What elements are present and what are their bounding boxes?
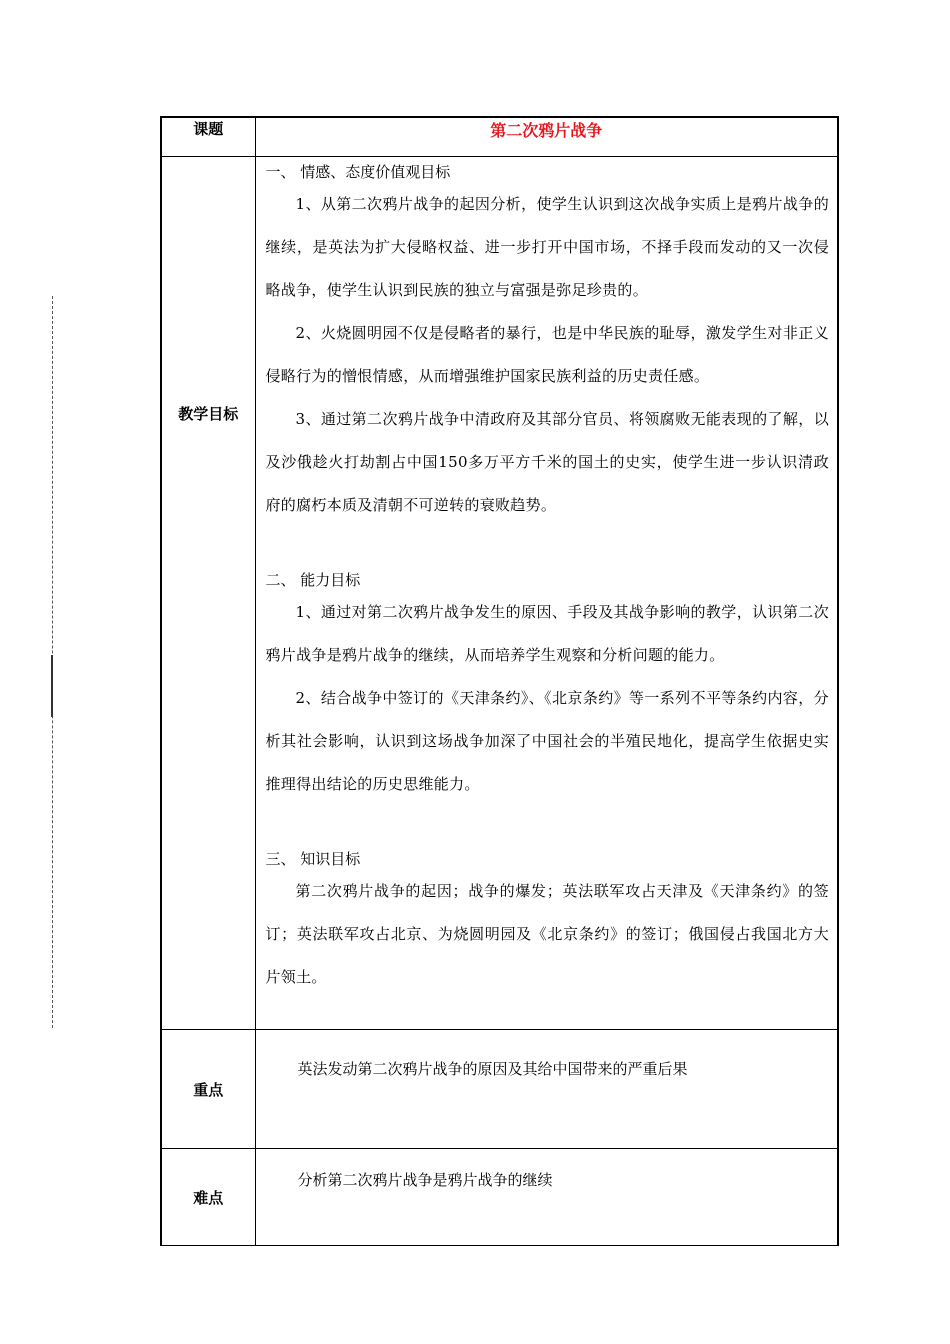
goal-paragraph: 2、火烧圆明园不仅是侵略者的暴行，也是中华民族的耻辱，激发学生对非正义侵略行为的憎恨情感，从而增强维护国家民族利益的历史责任感。: [265, 324, 829, 385]
difficult-point-text: 分析第二次鸦片战争是鸦片战争的继续: [255, 1149, 838, 1246]
difficult-point-row: [161, 1149, 838, 1246]
key-point-row: [161, 1030, 838, 1149]
topic-title: 第二次鸦片战争: [255, 117, 838, 157]
goal-paragraph: 2、结合战争中签订的《天津条约》、《北京条约》等一系列不平等条约内容，分析其社会影响，认识到这场战争加深了中国社会的半殖民地化，提高学生依据史实推理得出结论的历史思维能力。: [265, 689, 829, 793]
goals-content: [255, 157, 838, 1030]
goals-label: 教学目标: [161, 157, 255, 1030]
goal-paragraph: 3、通过第二次鸦片战争中清政府及其部分官员、将领腐败无能表现的了解，以及沙俄趁火打劫割占中国150多万平方千米的国土的史实，使学生进一步认识清政府的腐朽本质及清朝不可逆转的衰败趋势。: [265, 410, 829, 514]
goal-paragraph: 第二次鸦片战争的起因；战争的爆发；英法联军攻占天津及《天津条约》的签订；英法联军攻占北京、为烧圆明园及《北京条约》的签订；俄国侵占我国北方大片领土。: [265, 882, 829, 986]
difficult-point-label: 难点: [161, 1149, 255, 1246]
goal-paragraph: 1、通过对第二次鸦片战争发生的原因、手段及其战争影响的教学，认识第二次鸦片战争是鸦片战争的继续，从而培养学生观察和分析问题的能力。: [265, 603, 829, 664]
spacer: [266, 806, 830, 844]
section-heading-ability: 二、 能力目标: [265, 571, 361, 589]
topic-row: [161, 117, 838, 157]
spacer: [266, 527, 830, 565]
key-point-label: 重点: [161, 1030, 255, 1149]
goal-paragraph: 1、从第二次鸦片战争的起因分析，使学生认识到这次战争实质上是鸦片战争的继续，是英法为扩大侵略权益、进一步打开中国市场，不择手段而发动的又一次侵略战争，使学生认识到民族的独立与富强是弥足珍贵的。: [265, 195, 829, 299]
key-point-text: 英法发动第二次鸦片战争的原因及其给中国带来的严重后果: [255, 1030, 838, 1149]
binding-margin-mark: [51, 655, 53, 717]
topic-label: 课题: [161, 117, 255, 157]
section-heading-knowledge: 三、 知识目标: [265, 850, 361, 868]
lesson-plan-table: [160, 116, 839, 1246]
section-heading-attitude: 一、 情感、态度价值观目标: [265, 163, 451, 181]
goals-row: [161, 157, 838, 1030]
